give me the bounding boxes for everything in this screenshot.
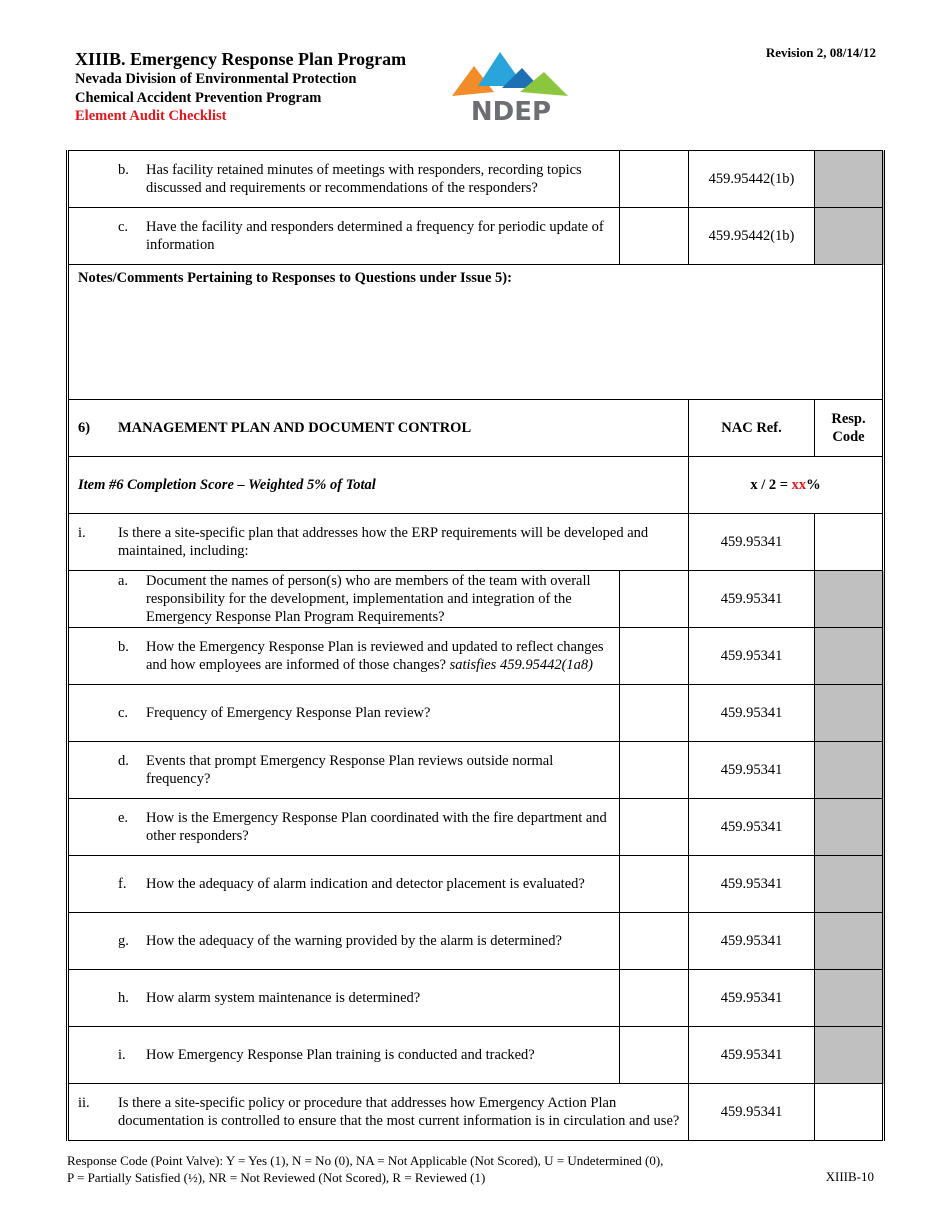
nac-ref: 459.95341 (689, 514, 815, 571)
resp-code-cell (815, 151, 884, 208)
item-text: Events that prompt Emergency Response Plan reviews outside normal frequency? (146, 753, 554, 787)
item-text: How is the Emergency Response Plan coordinated with the fire department and other responders? (146, 810, 607, 844)
response-cell[interactable] (620, 151, 689, 208)
nac-ref: 459.95341 (689, 571, 815, 628)
response-cell[interactable] (620, 685, 689, 742)
section-title: MANAGEMENT PLAN AND DOCUMENT CONTROL (118, 420, 472, 436)
resp-code-cell (815, 571, 884, 628)
score-formula: x / 2 = xx% (689, 457, 884, 514)
item-text: Frequency of Emergency Response Plan review? (146, 705, 431, 721)
table-row (68, 685, 884, 742)
table-row (68, 742, 884, 799)
program-name: Chemical Accident Prevention Program (75, 90, 322, 106)
nac-ref: 459.95341 (689, 970, 815, 1027)
logo-text: NDEP (470, 97, 552, 124)
page-title: XIIIB. Emergency Response Plan Program (75, 49, 407, 69)
item-text: How alarm system maintenance is determined? (146, 990, 421, 1006)
table-row (68, 628, 884, 685)
question-text: Is there a site-specific plan that addresses how the ERP requirements will be developed and maintained, including: (118, 525, 649, 559)
item-letter: b. (118, 639, 129, 655)
item-letter: a. (118, 573, 129, 589)
item-letter: h. (118, 990, 129, 1006)
notes-row (68, 265, 884, 400)
ndep-logo (452, 48, 570, 124)
item-letter: g. (118, 933, 129, 949)
item-text: How the Emergency Response Plan is reviewed and updated to reflect changes and how employees are informed of those changes? satisfies 459.95442(1a8) (146, 639, 604, 673)
score-row (68, 457, 884, 514)
response-cell[interactable] (620, 799, 689, 856)
item-letter: f. (118, 876, 127, 892)
table-row (68, 151, 884, 208)
response-cell[interactable] (620, 913, 689, 970)
checklist-label: Element Audit Checklist (75, 108, 227, 124)
item-text: How Emergency Response Plan training is conducted and tracked? (146, 1047, 535, 1063)
section-number: 6) (78, 420, 91, 436)
response-cell[interactable] (620, 628, 689, 685)
notes-cell[interactable] (68, 265, 884, 400)
nac-ref: 459.95442(1b) (689, 208, 815, 265)
item-text: How the adequacy of alarm indication and detector placement is evaluated? (146, 876, 585, 892)
nac-ref: 459.95341 (689, 1084, 815, 1141)
item-letter: e. (118, 810, 129, 826)
question-row (68, 1084, 884, 1141)
resp-code-cell (815, 1027, 884, 1084)
table-row (68, 208, 884, 265)
resp-code-cell (815, 628, 884, 685)
response-cell[interactable] (620, 208, 689, 265)
item-letter: i. (118, 1047, 126, 1063)
item-text: Has facility retained minutes of meetings with responders, recording topics discussed and requirements or recommendations of the responders? (146, 162, 582, 196)
response-cell[interactable] (620, 742, 689, 799)
item-letter: d. (118, 753, 129, 769)
page-number: XIIIB-10 (825, 1169, 874, 1184)
nac-ref: 459.95442(1b) (689, 151, 815, 208)
response-cell[interactable] (620, 856, 689, 913)
nac-ref: 459.95341 (689, 742, 815, 799)
table-row (68, 1027, 884, 1084)
question-number: ii. (78, 1095, 90, 1111)
resp-code-cell (815, 913, 884, 970)
table-row (68, 970, 884, 1027)
table-row (68, 913, 884, 970)
item-text: Document the names of person(s) who are members of the team with overall responsibility for the development, implementation and integration of the Emergency Response Plan Program Requirements? (146, 573, 591, 625)
score-label: Item #6 Completion Score – Weighted 5% of Total (68, 457, 689, 514)
resp-code-cell (815, 799, 884, 856)
item-letter: c. (118, 705, 129, 721)
resp-code-cell[interactable] (815, 1084, 884, 1141)
item-letter: b. (118, 162, 129, 178)
nac-ref: 459.95341 (689, 685, 815, 742)
nac-ref: 459.95341 (689, 913, 815, 970)
section-header-row (68, 400, 884, 457)
resp-code-cell (815, 856, 884, 913)
item-text: How the adequacy of the warning provided by the alarm is determined? (146, 933, 562, 949)
table-row (68, 856, 884, 913)
table-row (68, 571, 884, 628)
question-row (68, 514, 884, 571)
nac-ref: 459.95341 (689, 628, 815, 685)
response-code-legend (67, 1152, 663, 1186)
checklist-table (66, 150, 885, 1141)
nac-ref-header: NAC Ref. (689, 400, 815, 457)
legend-line-1: Response Code (Point Valve): Y = Yes (1), N = No (0), NA = Not Applicable (Not Scored), U = Undetermined (0), (67, 1153, 664, 1168)
item-letter: c. (118, 219, 129, 235)
resp-code-cell[interactable] (815, 514, 884, 571)
resp-code-cell (815, 685, 884, 742)
notes-label: Notes/Comments Pertaining to Responses to Questions under Issue 5): (78, 270, 512, 286)
item-note: satisfies 459.95442(1a8) (449, 657, 593, 673)
resp-code-header: Resp. Code (815, 400, 884, 457)
resp-code-cell (815, 208, 884, 265)
nac-ref: 459.95341 (689, 1027, 815, 1084)
response-cell[interactable] (620, 1027, 689, 1084)
response-cell[interactable] (620, 970, 689, 1027)
resp-code-cell (815, 970, 884, 1027)
legend-line-2: P = Partially Satisfied (½), NR = Not Reviewed (Not Scored), R = Reviewed (1) (67, 1170, 486, 1185)
nac-ref: 459.95341 (689, 856, 815, 913)
table-row (68, 799, 884, 856)
nac-ref: 459.95341 (689, 799, 815, 856)
revision-label: Revision 2, 08/14/12 (765, 45, 876, 60)
question-number: i. (78, 525, 86, 541)
question-text: Is there a site-specific policy or procedure that addresses how Emergency Action Plan documentation is controlled to ensure that the most current information is in circulation and use? (118, 1095, 680, 1129)
agency-name: Nevada Division of Environmental Protection (75, 71, 357, 87)
response-cell[interactable] (620, 571, 689, 628)
resp-code-cell (815, 742, 884, 799)
item-text: Have the facility and responders determined a frequency for periodic update of information (146, 219, 604, 253)
